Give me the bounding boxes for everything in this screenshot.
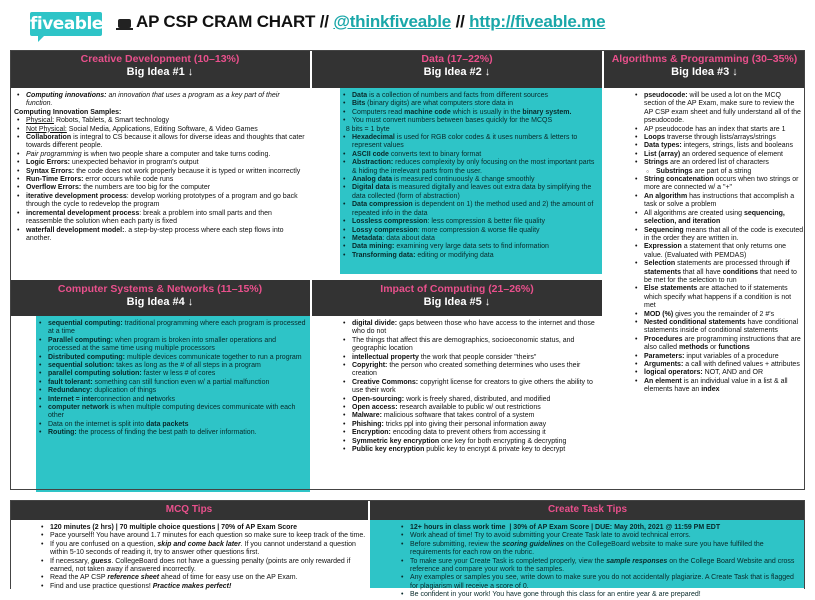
list-item: • Before submitting, review the scoring guidelines on the CollegeBoard website to make sure you have fulfilled the requirements for each row on the rubric. <box>398 541 801 558</box>
list-item: • waterfall development model:. a step-by-step process where each step flows into another. <box>14 227 307 244</box>
list-item: • List (array) an ordered sequence of element <box>632 151 804 159</box>
bigidea3-title: Algorithms & Programming (30–35%) <box>611 53 798 65</box>
list-item: • Else statements are attached to if statements which specify what happens if a condition is not met <box>632 285 804 310</box>
list-item: • Internet = interconnection and networks <box>36 396 308 404</box>
twitter-handle-link[interactable]: @thinkfiveable <box>333 12 452 31</box>
list-item: • Parallel computing: when program is broken into smaller operations and processed at the same time using multiple processors <box>36 337 308 354</box>
main-frame <box>10 50 805 490</box>
page-title <box>136 12 605 32</box>
list-item: • Digital data is measured digitally and leaves out extra data by simplifying the data collected (form of abstraction) <box>340 184 600 201</box>
header <box>30 8 790 38</box>
list-item: • Lossy compression: more compression & worse file quality <box>340 227 600 235</box>
list-item: • Metadata: data about data <box>340 235 600 243</box>
list-item: • You must convert numbers between bases quickly for the MCQS <box>340 117 600 125</box>
list-item: • Copyright: the person who created something determines who uses their creation <box>340 362 602 379</box>
list-item: • Pace yourself! You have around 1.7 minutes for each question so make sure to keep track of the time. <box>38 532 368 540</box>
list-item: ○ Substrings are part of a string <box>632 168 804 176</box>
title-separator-1: // <box>319 12 329 31</box>
website-link[interactable]: http://fiveable.me <box>469 12 606 31</box>
list-item: • Data types: integers, strings, lists and booleans <box>632 142 804 150</box>
list-item: • An algorithm has instructions that accomplish a task or solve a problem <box>632 193 804 210</box>
list-item: • Collaboration is integral to CS because it allows for diverse ideas and thoughts that cater towards different people. <box>14 134 307 151</box>
list-item: • logical operators: NOT, AND and OR <box>632 369 804 377</box>
list-item: • sequential solution: takes as long as the # of all steps in a program <box>36 362 308 370</box>
list-item: • Not Physical: Social Media, Applications, Editing Software, & Video Games <box>14 126 307 134</box>
list-item: • Logic Errors: unexpected behavior in program's output <box>14 159 307 167</box>
list-item: • Any examples or samples you see, write down to make sure you do not accidentally plagiarize. A Create Task that is flagged for plagiarism will receive a score of 0. <box>398 574 801 591</box>
list-item: 8 bits = 1 byte <box>340 125 390 133</box>
list-item: • Physical: Robots, Tablets, & Smart technology <box>14 117 307 125</box>
list-item: • Bits (binary digits) are what computers store data in <box>340 100 600 108</box>
list-item: • Redundancy: duplication of things <box>36 387 308 395</box>
list-item: • Be confident in your work! You have gone through this class for an entire year & are prepared! <box>398 591 801 599</box>
list-item: • Distributed computing: multiple devices communicate together to run a program <box>36 354 308 362</box>
list-item: • intellectual property the work that people consider "theirs" <box>340 354 602 362</box>
bigidea4-subtitle: Big Idea #4 ↓ <box>126 296 194 308</box>
title-separator-2: // <box>455 12 465 31</box>
list-item: • Encryption: encoding data to prevent others from accessing it <box>340 429 602 437</box>
bigidea5-subtitle: Big Idea #5 ↓ <box>423 296 491 308</box>
list-item: • Procedures are programming instructions that are also called methods or functions <box>632 336 804 353</box>
bigidea1-subtitle: Big Idea #1 ↓ <box>126 66 194 78</box>
list-item: • Computers read machine code which is usually in the binary system. <box>340 109 600 117</box>
list-item: • Abstraction: reduces complexity by only focusing on the most important parts & hiding the irrelevant parts from the user. <box>340 159 600 176</box>
bigidea5-title: Impact of Computing (21–26%) <box>380 283 534 295</box>
title-text: AP CSP CRAM CHART <box>136 12 316 31</box>
list-item: • sequential computing: traditional programming where each program is processed at a time <box>36 320 308 337</box>
list-item: • Symmetric key encryption one key for both encrypting & decrypting <box>340 438 602 446</box>
bigidea2-title: Data (17–22%) <box>421 53 493 65</box>
list-item: • ASCII code converts text to binary format <box>340 151 600 159</box>
list-item: • Parameters: input variables of a procedure <box>632 353 804 361</box>
list-item: • 120 minutes (2 hrs) | 70 multiple choice questions | 70% of AP Exam Score <box>38 524 368 532</box>
list-item: • Run-Time Errors: error occurs while code runs <box>14 176 307 184</box>
list-item: • Data compression is dependent on 1) the method used and 2) the amount of repeated info in the data <box>340 201 600 218</box>
list-item: • Malware: malicious software that takes control of a system <box>340 412 602 420</box>
list-item: • Arguments: a call with defined values + attributes <box>632 361 804 369</box>
list-item: Computing Innovation Samples: <box>14 108 122 116</box>
list-item: • Open-sourcing: work is freely shared, distributed, and modified <box>340 396 602 404</box>
list-item: • Expression a statement that only returns one value. (Evaluated with PEMDAS) <box>632 243 804 260</box>
bigidea1-title: Creative Development (10–13%) <box>80 53 240 65</box>
list-item: • Syntax Errors: the code does not work properly because it is typed or written incorrectly <box>14 168 307 176</box>
list-item: • fault tolerant: something can still function even w/ a partial malfunction <box>36 379 308 387</box>
list-item: • Phishing: tricks ppl into giving their personal information away <box>340 421 602 429</box>
bigidea4-title: Computer Systems & Networks (11–15%) <box>57 283 263 295</box>
list-item: • Strings are an ordered list of characters <box>632 159 804 167</box>
list-item: • Overflow Errors: the numbers are too big for the computer <box>14 184 307 192</box>
list-item: • Open access: research available to public w/ out restrictions <box>340 404 602 412</box>
list-item: • Sequencing means that all of the code is executed in the order they are written in. <box>632 227 804 244</box>
list-item: • All algorithms are created using sequencing, selection, and iteration <box>632 210 804 227</box>
list-item: • Analog data is measured continuously & change smoothly <box>340 176 600 184</box>
list-item: • digital divide: gaps between those who have access to the internet and those who do not <box>340 320 602 337</box>
bigidea3-subtitle: Big Idea #3 ↓ <box>671 66 738 78</box>
list-item: • Hexadecimal is used for RGB color codes & it uses numbers & letters to represent values <box>340 134 600 151</box>
bigidea2-subtitle: Big Idea #2 ↓ <box>423 66 491 78</box>
tips-frame <box>10 500 805 589</box>
fiveable-logo[interactable]: fiveable <box>30 14 103 34</box>
list-item: • Pair programming is when two people share a computer and take turns coding. <box>14 151 307 159</box>
task-title: Create Task Tips <box>547 504 628 515</box>
list-item: • Computing innovations: an innovation that uses a program as a key part of their function. <box>14 92 307 109</box>
list-item: • Creative Commons: copyright license for creators to give others the ability to use their work <box>340 379 602 396</box>
list-item: • iterative development process: develop working prototypes of a program and go back through the cycle to redevelop the program <box>14 193 307 210</box>
list-item: • Data on the internet is split into data packets <box>36 421 308 429</box>
list-item: • 12+ hours in class work time | 30% of AP Exam Score | DUE: May 20th, 2021 @ 11:59 PM EDT <box>398 524 801 532</box>
list-item: • Nested conditional statements have conditional statements inside of conditional statements <box>632 319 804 336</box>
list-item: • Loops traverse through lists/arrays/strings <box>632 134 804 142</box>
list-item: • pseudocode: will be used a lot on the MCQ section of the AP Exam, make sure to review the AP CSP exam sheet and fully understand all of the pseudocode. <box>632 92 804 126</box>
list-item: • To make sure your Create Task is completed properly, view the sample responses on the College Board Website and cross reference and compare your work to the samples. <box>398 558 801 575</box>
list-item: • If necessary, guess. CollegeBoard does not have a guessing penalty (points are only rewarded if earned, not taken away if answered incorrectly. <box>38 558 368 575</box>
list-item: • Read the AP CSP reference sheet ahead of time for easy use on the AP Exam. <box>38 574 368 582</box>
list-item: • Routing: the process of finding the best path to deliver information. <box>36 429 308 437</box>
list-item: • computer network is when multiple computing devices communicate with each other <box>36 404 308 421</box>
laptop-icon <box>118 19 131 28</box>
list-item: • Lossless compression: less compression & better file quality <box>340 218 600 226</box>
list-item: • Transforming data: editing or modifying data <box>340 252 600 260</box>
list-item: • The things that affect this are demographics, socioeconomic status, and geographic location <box>340 337 602 354</box>
list-item: • String concatenation occurs when two strings or more are connected w/ a "+" <box>632 176 804 193</box>
list-item: • Public key encryption public key to encrypt & private key to decrypt <box>340 446 602 454</box>
list-item: • An element is an individual value in a list & all elements have an index <box>632 378 804 395</box>
list-item: • AP pseudocode has an index that starts are 1 <box>632 126 804 134</box>
list-item: • Selection statements are processed through if statements that all have conditions that need to be met for the selection to run <box>632 260 804 285</box>
list-item: • MOD (%) gives you the remainder of 2 #'s <box>632 311 804 319</box>
list-item: • incremental development process: break a problem into small parts and then reassemble the solution when each party is fixed <box>14 210 307 227</box>
mcq-title: MCQ Tips <box>165 504 213 515</box>
list-item: • Data mining: examining very large data sets to find information <box>340 243 600 251</box>
list-item: • If you are confused on a question, skip and come back later. If you cannot understand a question within 5-10 seconds of reading it, try to answer other questions first. <box>38 541 368 558</box>
list-item: • parallel computing solution: faster w less # of cores <box>36 370 308 378</box>
list-item: • Work ahead of time! Try to avoid submitting your Create Task late to avoid technical errors. <box>398 532 801 540</box>
list-item: • Find and use practice questions! Practice makes perfect! <box>38 583 368 591</box>
list-item: • Data is a collection of numbers and facts from different sources <box>340 92 600 100</box>
